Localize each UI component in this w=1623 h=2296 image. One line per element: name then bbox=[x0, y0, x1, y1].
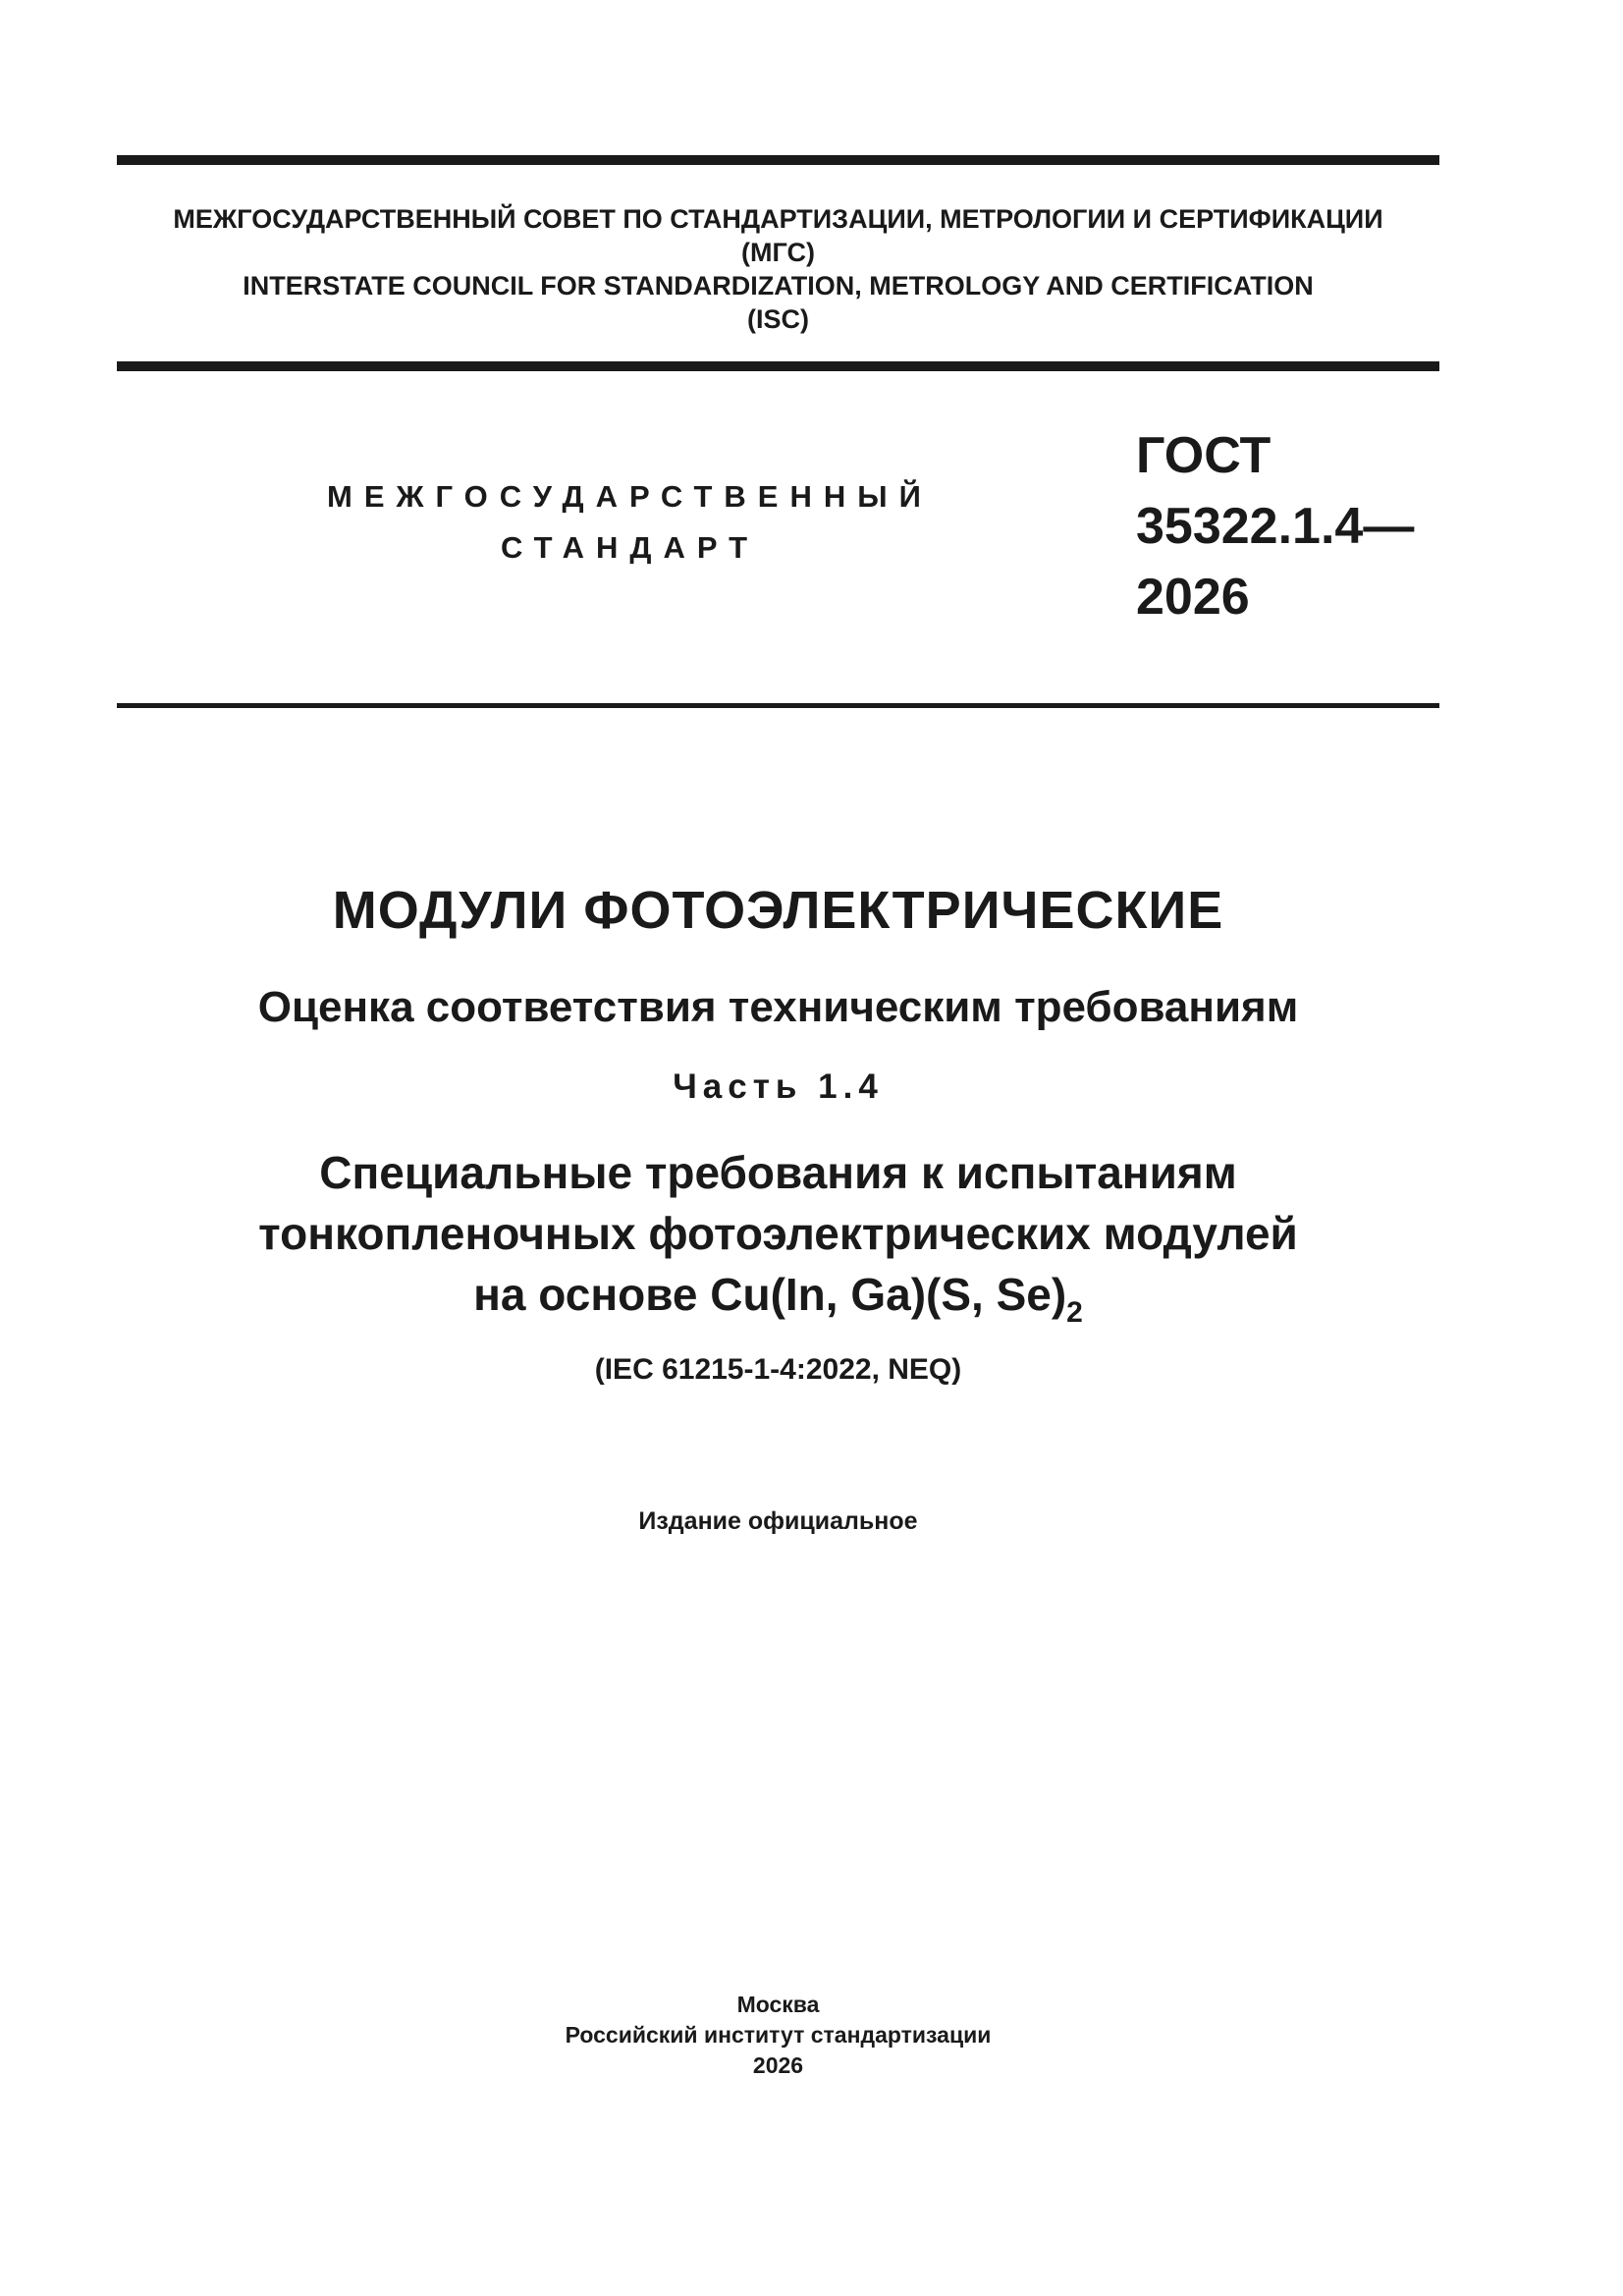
part-number: Часть 1.4 bbox=[673, 1067, 884, 1106]
chemical-subscript: 2 bbox=[1066, 1296, 1083, 1329]
standard-type-line-1: МЕЖГОСУДАРСТВЕННЫЙ bbox=[327, 479, 933, 514]
designation-number: 35322.1.4— bbox=[1136, 498, 1415, 555]
top-rule bbox=[117, 155, 1439, 165]
part-title-line-3-text: на основе Cu(In, Ga)(S, Se) bbox=[473, 1269, 1067, 1320]
part-title-line-3 bbox=[117, 1264, 1439, 1343]
standard-designation bbox=[1136, 420, 1414, 632]
designation-prefix: ГОСТ bbox=[1136, 427, 1271, 484]
imprint bbox=[117, 1990, 1439, 2081]
part-title bbox=[117, 1142, 1439, 1343]
council-abbr-en: (ISC) bbox=[747, 304, 809, 334]
iec-reference: (IEC 61215-1-4:2022, NEQ) bbox=[594, 1353, 962, 1386]
part-title-line-1: Специальные требования к испытаниям bbox=[319, 1147, 1237, 1198]
designation-year: 2026 bbox=[1136, 569, 1250, 626]
imprint-city: Москва bbox=[736, 1992, 820, 2017]
council-name-ru: МЕЖГОСУДАРСТВЕННЫЙ СОВЕТ ПО СТАНДАРТИЗАЦИИ, МЕТРОЛОГИИ И СЕРТИФИКАЦИИ bbox=[173, 204, 1383, 234]
header-bottom-rule bbox=[117, 703, 1439, 708]
council-abbr-ru: (МГС) bbox=[741, 238, 815, 267]
main-title: МОДУЛИ ФОТОЭЛЕКТРИЧЕСКИЕ bbox=[332, 881, 1224, 940]
subtitle: Оценка соответствия техническим требованиям bbox=[257, 983, 1299, 1031]
imprint-year: 2026 bbox=[752, 2052, 804, 2078]
council-name-en: INTERSTATE COUNCIL FOR STANDARDIZATION, METROLOGY AND CERTIFICATION bbox=[243, 271, 1314, 301]
imprint-publisher: Российский институт стандартизации bbox=[565, 2022, 992, 2048]
council-header bbox=[117, 202, 1439, 336]
edition-label: Издание официальное bbox=[638, 1507, 918, 1535]
council-rule bbox=[117, 361, 1439, 371]
standard-type-line-2: СТАНДАРТ bbox=[501, 530, 760, 565]
part-title-line-2: тонкопленочных фотоэлектрических модулей bbox=[258, 1208, 1298, 1259]
